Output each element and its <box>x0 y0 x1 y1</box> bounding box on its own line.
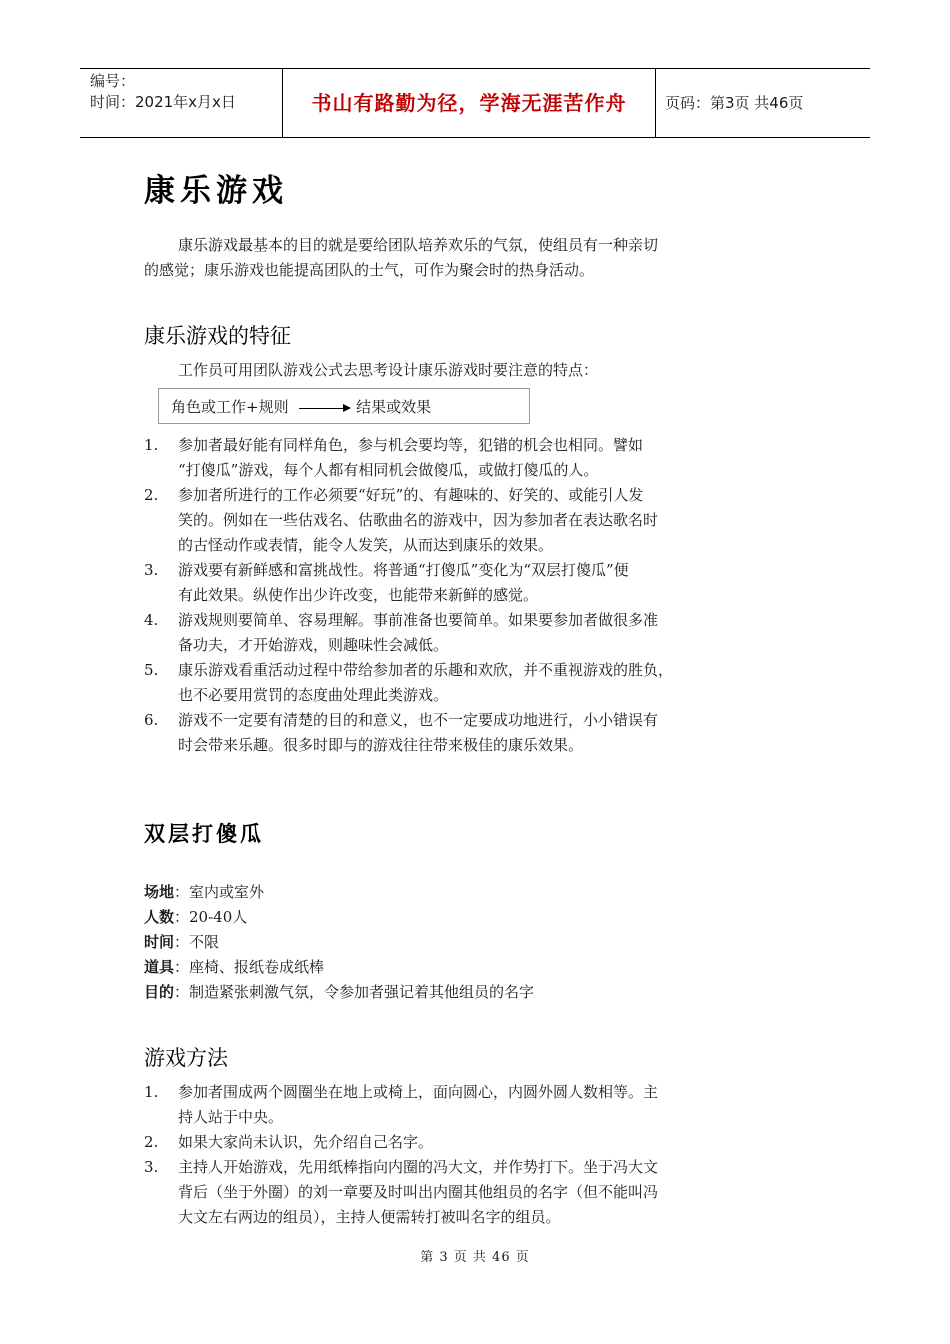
header-number: 编号： <box>90 72 136 90</box>
list-item-number: 1. <box>144 1083 159 1101</box>
list-item-line: 持人站于中央。 <box>178 1108 284 1126</box>
list-item-number: 3. <box>144 1158 159 1176</box>
list-item-line: 游戏不一定要有清楚的目的和意义，也不一定要成功地进行，小小错误有 <box>178 711 659 729</box>
list-item <box>144 483 734 558</box>
header-page-info: 页码：第3页 共46页 <box>665 94 804 112</box>
list-item-line: 笑的。例如在一些估戏名、估歌曲名的游戏中，因为参加者在表达歌名时 <box>178 511 659 529</box>
list-item-number: 3. <box>144 561 159 579</box>
list-item-line: 有此效果。纵使作出少许改变，也能带来新鲜的感觉。 <box>178 586 539 604</box>
steps-list <box>144 1080 734 1230</box>
header-motto: 书山有路勤为径，学海无涯苦作舟 <box>282 69 656 137</box>
list-item-line: 也不必要用赏罚的态度曲处理此类游戏。 <box>178 686 449 704</box>
list-item-line: 参加者所进行的工作必须要“好玩”的、有趣味的、好笑的、或能引人发 <box>178 486 644 504</box>
page-title: 康乐游戏 <box>144 173 288 209</box>
list-item-line: 主持人开始游戏，先用纸棒指向内圈的冯大文，并作势打下。坐于冯大文 <box>178 1158 659 1176</box>
features-list <box>144 433 734 758</box>
detail-row <box>144 980 534 1005</box>
detail-label: 目的 <box>144 983 175 1001</box>
list-item-number: 6. <box>144 711 159 729</box>
list-item-number: 4. <box>144 611 159 629</box>
list-item <box>144 558 734 608</box>
list-item-line: 如果大家尚未认识，先介绍自己名字。 <box>178 1133 434 1151</box>
detail-value: ：座椅、报纸卷成纸棒 <box>174 958 325 976</box>
list-item-number: 5. <box>144 661 159 679</box>
detail-label: 时间 <box>144 933 175 951</box>
list-item-line: 备功夫，才开始游戏，则趣味性会减低。 <box>178 636 449 654</box>
list-item <box>144 708 734 758</box>
section-heading-method: 游戏方法 <box>144 1046 228 1070</box>
list-item-line: 游戏规则要简单、容易理解。事前准备也要简单。如果要参加者做很多准 <box>178 611 659 629</box>
formula-box <box>158 388 530 424</box>
intro-line: 康乐游戏最基本的目的就是要给团队培养欢乐的气氛，使组员有一种亲切 <box>178 236 659 254</box>
list-item-number: 2. <box>144 486 159 504</box>
list-item <box>144 1155 734 1230</box>
header-date: 时间：2021年x月x日 <box>90 93 236 111</box>
list-item-line: 康乐游戏看重活动过程中带给参加者的乐趣和欢欣，并不重视游戏的胜负， <box>178 661 674 679</box>
detail-value: ：制造紧张刺激气氛，令参加者强记着其他组员的名字 <box>174 983 535 1001</box>
list-item <box>144 1130 734 1155</box>
detail-row <box>144 930 534 955</box>
list-item <box>144 433 734 483</box>
detail-row <box>144 955 534 980</box>
list-item-line: “打傻瓜”游戏，每个人都有相同机会做傻瓜，或做打傻瓜的人。 <box>178 461 599 479</box>
game-title: 双层打傻瓜 <box>144 822 264 846</box>
detail-label: 人数 <box>144 908 175 926</box>
list-item-line: 背后（坐于外圈）的刘一章要及时叫出内圈其他组员的名字（但不能叫冯 <box>178 1183 659 1201</box>
detail-row <box>144 880 534 905</box>
list-item <box>144 608 734 658</box>
document-header <box>80 68 870 138</box>
arrow-right-icon <box>299 408 343 409</box>
detail-value: ：室内或室外 <box>174 883 265 901</box>
list-item-number: 1. <box>144 436 159 454</box>
list-item-line: 参加者围成两个圆圈坐在地上或椅上，面向圆心，内圆外圆人数相等。主 <box>178 1083 659 1101</box>
header-meta <box>80 69 282 137</box>
section-heading-features: 康乐游戏的特征 <box>144 324 291 348</box>
list-item-line: 参加者最好能有同样角色，参与机会要均等，犯错的机会也相同。譬如 <box>178 436 644 454</box>
features-intro: 工作员可用团队游戏公式去思考设计康乐游戏时要注意的特点： <box>178 361 599 379</box>
list-item-line: 的古怪动作或表情，能令人发笑，从而达到康乐的效果。 <box>178 536 554 554</box>
formula-right: 结果或效果 <box>356 398 432 416</box>
list-item-line: 大文左右两边的组员），主持人便需转打被叫名字的组员。 <box>178 1208 561 1226</box>
detail-value: ：20-40人 <box>174 908 248 926</box>
detail-value: ：不限 <box>174 933 220 951</box>
list-item <box>144 658 734 708</box>
formula-left: 角色或工作+规则 <box>171 398 289 416</box>
game-details <box>144 880 534 1005</box>
list-item-line: 游戏要有新鲜感和富挑战性。将普通“打傻瓜”变化为“双层打傻瓜”便 <box>178 561 629 579</box>
intro-paragraph <box>144 233 730 283</box>
detail-row <box>144 905 534 930</box>
detail-label: 场地 <box>144 883 175 901</box>
list-item <box>144 1080 734 1130</box>
detail-label: 道具 <box>144 958 175 976</box>
list-item-number: 2. <box>144 1133 159 1151</box>
page-footer: 第 3 页 共 46 页 <box>420 1250 530 1265</box>
intro-line: 的感觉；康乐游戏也能提高团队的士气，可作为聚会时的热身活动。 <box>144 261 595 279</box>
list-item-line: 时会带来乐趣。很多时即与的游戏往往带来极佳的康乐效果。 <box>178 736 584 754</box>
